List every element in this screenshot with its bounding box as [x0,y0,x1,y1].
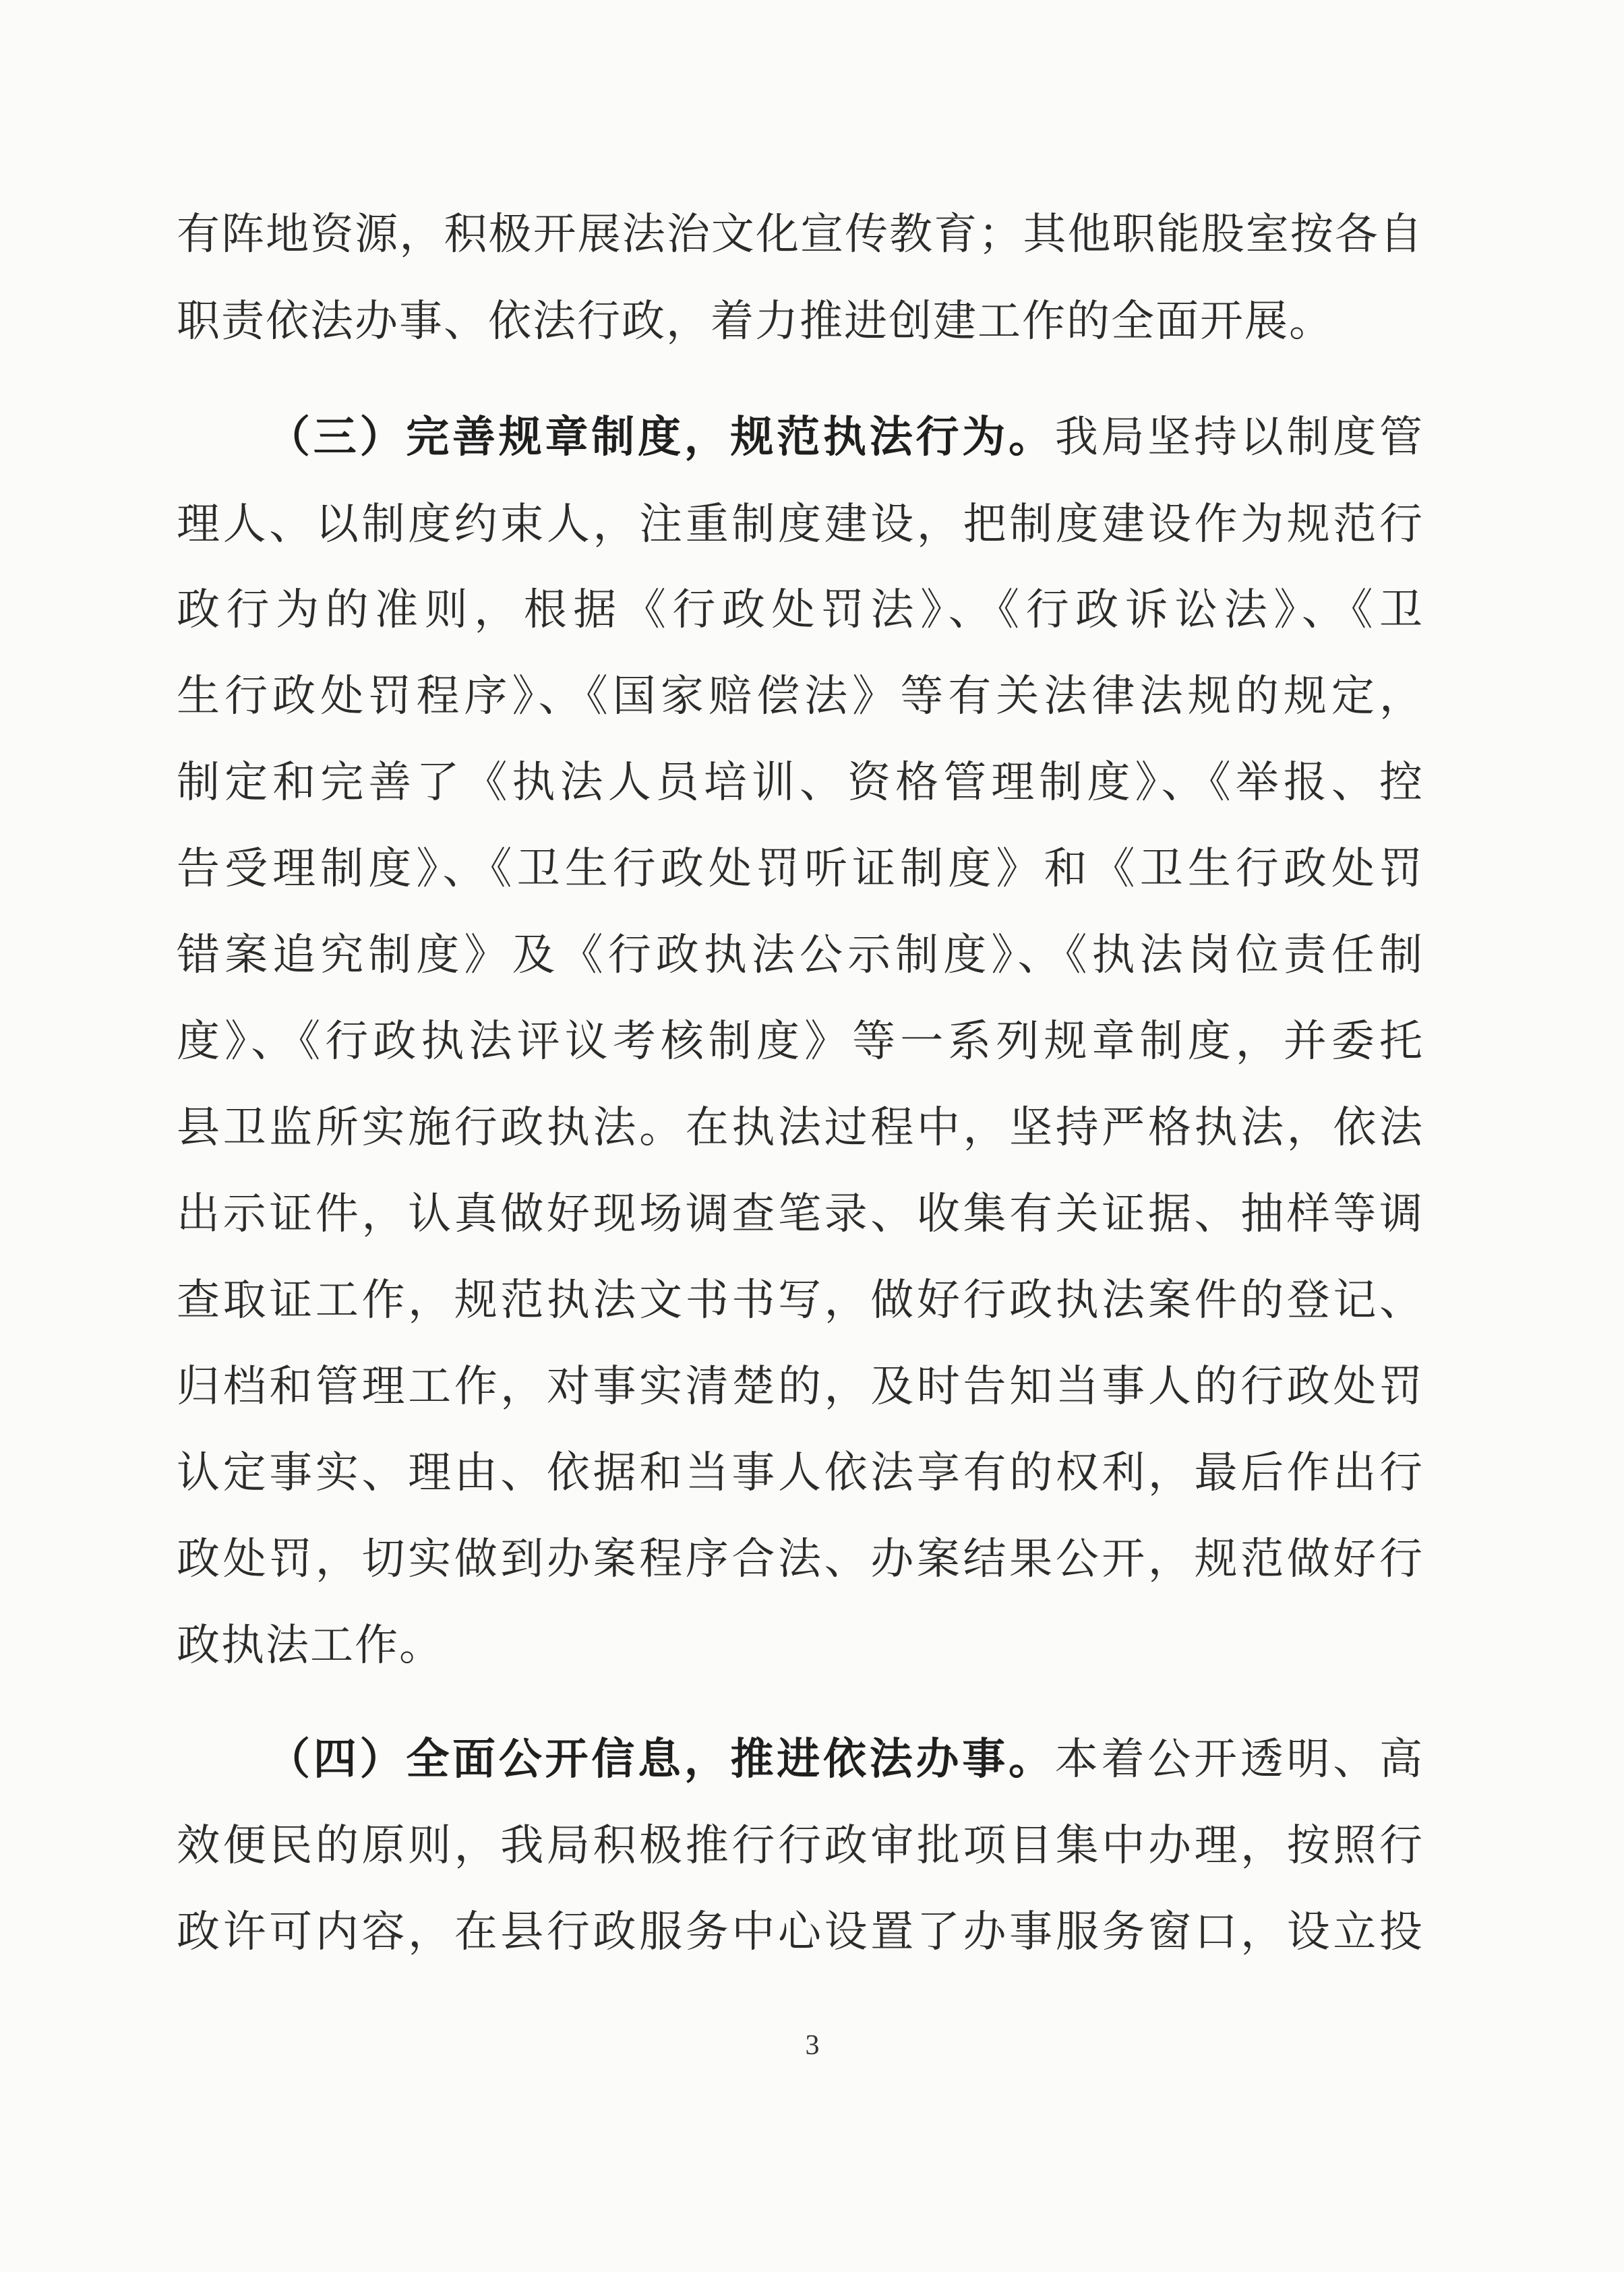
line-text: 政处罚，切实做到办案程序合法、办案结果公开，规范做好行 [177,1534,1424,1584]
line-text: 认定事实、理由、依据和当事人依法享有的权利，最后作出行 [177,1448,1424,1498]
paragraph-line [177,739,1424,827]
line-text: 有阵地资源，积极开展法治文化宣传教育；其他职能股室按各自 [177,210,1424,260]
paragraph-line [177,1257,1424,1344]
paragraph-line [177,1802,1424,1890]
paragraph-line [177,1343,1424,1431]
line-text: 告受理制度》、《卫生行政处罚听证制度》和《卫生行政处罚 [177,844,1424,894]
line-text: 理人、以制度约束人，注重制度建设，把制度建设作为规范行 [177,500,1424,549]
paragraph-line [177,825,1424,913]
paragraph-line [177,998,1424,1085]
paragraph-line [177,191,1424,278]
line-text: 职责依法办事、依法行政，着力推进创建工作的全面开展。 [177,297,1333,347]
section-heading: （三）完善规章制度，规范执法行为。 [267,412,1055,462]
line-text: 政行为的准则，根据《行政处罚法》、《行政诉讼法》、《卫 [177,585,1424,635]
paragraph-line [177,911,1424,999]
line-text: 出示证件，认真做好现场调查笔录、收集有关证据、抽样等调 [177,1189,1424,1239]
paragraph-line [177,653,1424,740]
line-text: 制定和完善了《执法人员培训、资格管理制度》、《举报、控 [177,758,1424,808]
line-text: 归档和管理工作，对事实清楚的，及时告知当事人的行政处罚 [177,1362,1424,1412]
paragraph-line [177,1516,1424,1603]
line-text: 效便民的原则，我局积极推行行政审批项目集中办理，按照行 [177,1821,1424,1871]
page-number: 3 [805,2030,820,2061]
paragraph-line [177,566,1424,654]
paragraph-line [177,1888,1424,1976]
section-heading-line [267,394,1424,481]
line-text: 我局坚持以制度管 [1054,413,1424,462]
section-heading: （四）全面公开信息，推进依法办事。 [267,1734,1055,1785]
line-text: 度》、《行政执法评议考核制度》等一系列规章制度，并委托 [177,1017,1424,1067]
paragraph-line [177,1170,1424,1258]
paragraph-line [177,1429,1424,1517]
line-text: 政执法工作。 [177,1621,444,1671]
line-text: 查取证工作，规范执法文书书写，做好行政执法案件的登记、 [177,1276,1424,1325]
paragraph-line [177,481,1424,568]
paragraph-line [177,1084,1424,1172]
line-text: 本着公开透明、高 [1054,1735,1424,1785]
section-heading-line [267,1716,1424,1803]
paragraph-line [177,1602,1424,1690]
paragraph-line [177,278,1424,365]
line-text: 政许可内容，在县行政服务中心设置了办事服务窗口，设立投 [177,1907,1424,1957]
line-text: 错案追究制度》及《行政执法公示制度》、《执法岗位责任制 [177,930,1424,980]
line-text: 县卫监所实施行政执法。在执法过程中，坚持严格执法，依法 [177,1103,1424,1153]
line-text: 生行政处罚程序》、《国家赔偿法》等有关法律法规的规定， [177,671,1424,721]
